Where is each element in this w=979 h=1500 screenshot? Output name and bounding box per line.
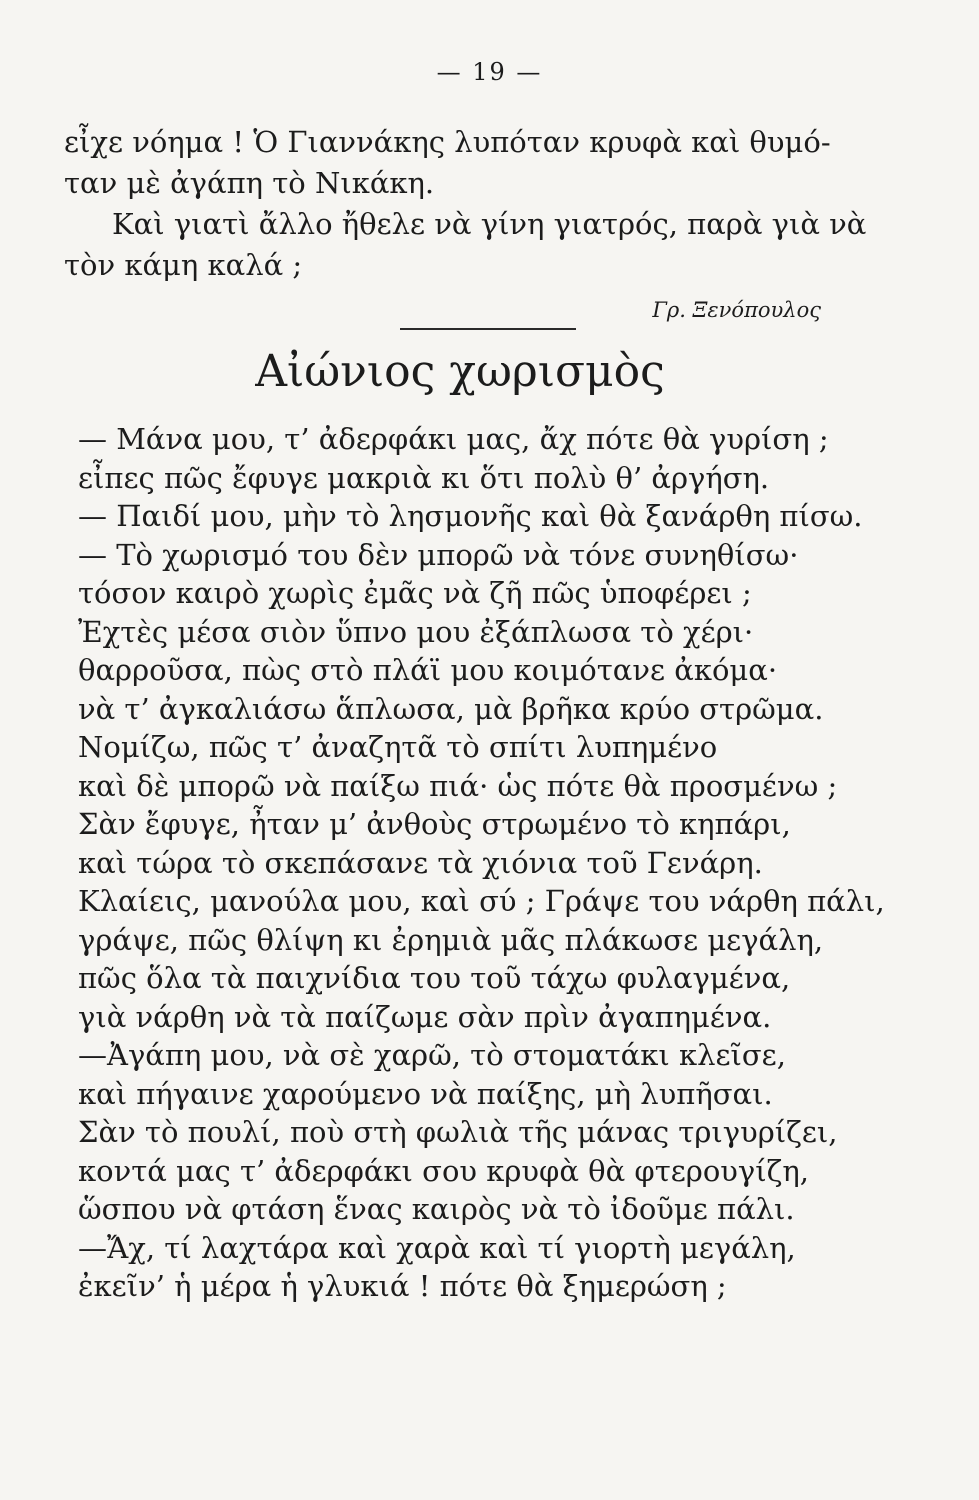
poem-line: Νομίζω, πῶς τ’ ἀναζητᾶ τὸ σπίτι λυπημένο [78,730,718,764]
poem-line: ὥσπου νὰ φτάση ἕνας καιρὸς νὰ τὸ ἰδοῦμε πάλι. [78,1192,795,1226]
poem-title: Αἰώνιος χωρισμὸς [255,346,665,397]
poem-line: γράψε, πῶς θλίψη κι ἐρημιὰ μᾶς πλάκωσε μεγάλη, [78,922,824,957]
prose-line: τὸν κάμη καλά ; [64,248,303,282]
poem-line: γιὰ νάρθη νὰ τὰ παίζωμε σὰν πρὶν ἀγαπημένα. [78,999,772,1034]
poem-line: — Παιδί μου, μὴν τὸ λησμονῆς καὶ θὰ ξανάρθη πίσω. [78,499,863,533]
poem-line: πῶς ὅλα τὰ παιχνίδια του τοῦ τάχω φυλαγμένα, [78,961,791,995]
poem-line: καὶ δὲ μπορῶ νὰ παίξω πιά· ὡς πότε θὰ προσμένω ; [78,768,838,803]
poem-line: νὰ τ’ ἀγκαλιάσω ἅπλωσα, μὰ βρῆκα κρύο στρῶμα. [78,691,824,726]
poem-line: καὶ πήγαινε χαρούμενο νὰ παίξης, μὴ λυπῆσαι. [78,1076,773,1111]
poem-line: Κλαίεις, μανούλα μου, καὶ σύ ; Γράψε του νάρθη πάλι, [78,884,885,918]
poem-line: εἶπες πῶς ἔφυγε μακριὰ κι ὅτι πολὺ θ’ ἀργήση. [78,460,770,495]
poem-line: — Τὸ χωρισμό του δὲν μπορῶ νὰ τόνε συνηθίσω· [78,537,799,572]
poem-line: Ἐχτὲς μέσα σιὸν ὕπνο μου ἐξάπλωσα τὸ χέρι· [78,614,754,649]
prose-line: εἶχε νόημα ! Ὁ Γιαννάκης λυπόταν κρυφὰ καὶ θυμό- [64,125,831,159]
poem-line: —Ἄχ, τί λαχτάρα καὶ χαρὰ καὶ τί γιορτὴ μεγάλη, [78,1230,796,1265]
poem-line: ἐκεῖν’ ἡ μέρα ἡ γλυκιά ! πότε θὰ ξημερώση ; [78,1269,727,1303]
poem-line: κοντά μας τ’ ἀδερφάκι σου κρυφὰ θὰ φτερουγίζη, [78,1153,809,1188]
poem-line: Σὰν τὸ πουλί, ποὺ στὴ φωλιὰ τῆς μάνας τριγυρίζει, [78,1115,838,1149]
poem-line: καὶ τώρα τὸ σκεπάσανε τὰ χιόνια τοῦ Γενάρη. [78,845,763,880]
poem-line: Σὰν ἔφυγε, ἦταν μ’ ἀνθοὺς στρωμένο τὸ κηπάρι, [78,807,791,841]
poem-line: τόσον καιρὸ χωρὶς ἐμᾶς νὰ ζῆ πῶς ὑποφέρει ; [78,576,752,610]
author-signature: Γρ. Ξενόπουλος [652,298,821,322]
poem-line: —Ἀγάπη μου, νὰ σὲ χαρῶ, τὸ στοματάκι κλεῖσε, [78,1038,786,1072]
prose-line: Καὶ γιατὶ ἄλλο ἤθελε νὰ γίνη γιατρός, παρὰ γιὰ νὰ [112,207,867,241]
poem-body [78,420,885,1306]
page-number: — 19 — [436,58,543,86]
prose-block [64,122,867,286]
prose-line: ταν μὲ ἀγάπη τὸ Νικάκη. [64,166,435,200]
poem-line: — Μάνα μου, τ’ ἀδερφάκι μας, ἄχ πότε θὰ γυρίση ; [78,422,829,456]
section-divider [400,328,576,330]
poem-line: θαρροῦσα, πὼς στὸ πλάϊ μου κοιμότανε ἀκόμα· [78,653,778,687]
